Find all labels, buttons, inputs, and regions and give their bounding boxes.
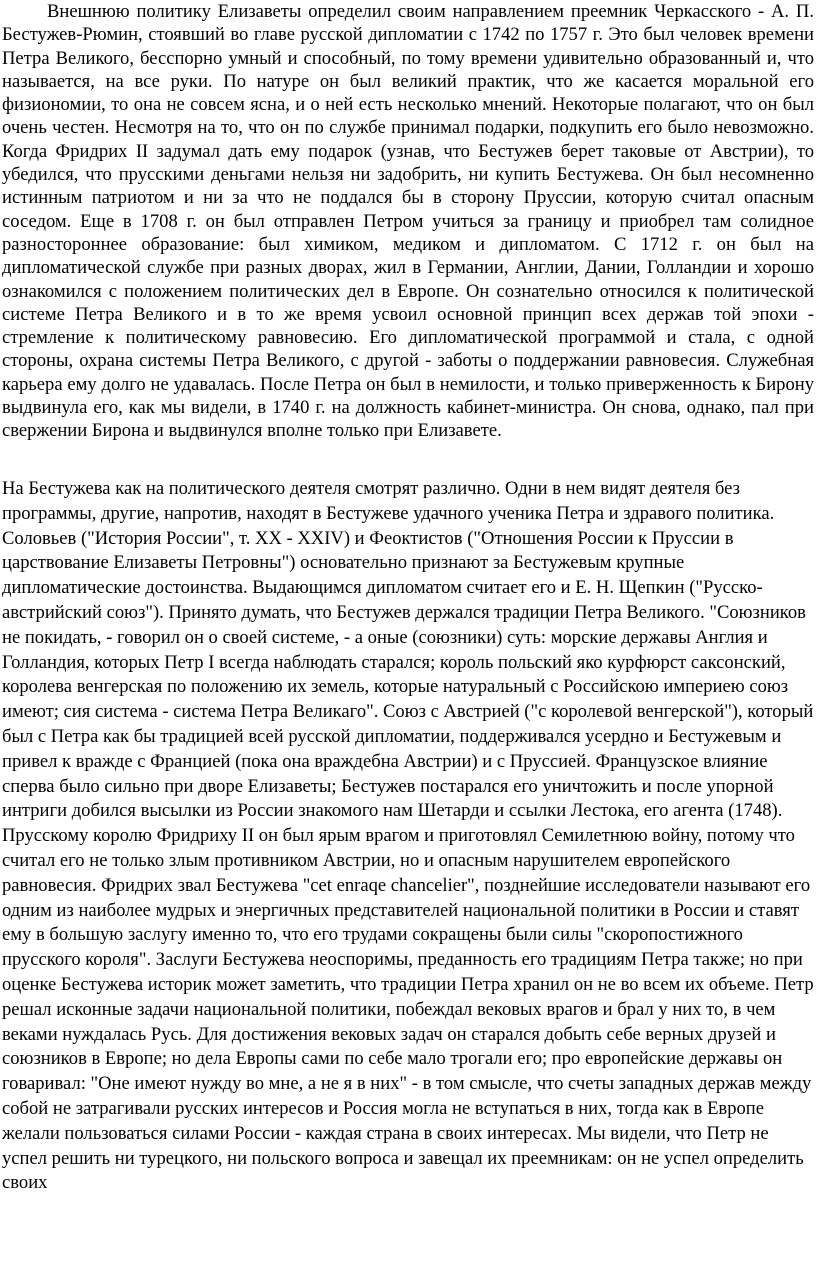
paragraph-bestuzhev-assessment: На Бестужева как на политического деятеля смотрят различно. Одни в нем видят деятеля без программы, другие, напротив, находят в Бестужеве удачного ученика Петра и здравого политика. Соловьев ("История России", т. XX - XXIV) и Феоктистов ("Отношения России к Пруссии в царствование Елизаветы Петровны") основательно признают за Бестужевым крупные дипломатические достоинства. Выдающимся дипломатом считает его и Е. Н. Щепкин ("Русско-австрийский союз"). Принято думать, что Бестужев держался традиции Петра Великого. "Союзников не покидать, - говорил он о своей системе, - а оные (союзники) суть: морские державы Англия и Голландия, которых Петр I всегда наблюдать старался; король польский яко курфюрст саксонский, королева венгерская по положению их земель, которые натуральный с Российскою империею союз имеют; сия система - система Петра Великаго". Союз с Австрией ("с королевой венгерской"), который был с Петра как бы традицией всей русской дипломатии, поддерживался усердно и Бестужевым и привел к вражде с Францией (пока она враждебна Австрии) и с Пруссией. Французское влияние сперва было сильно при дворе Елизаветы; Бестужев постарался его уничтожить и после упорной интриги добился высылки из России знакомого нам Шетарди и ссылки Лестока, его агента (1748). Прусскому королю Фридриху II он был ярым врагом и приготовлял Семилетнюю войну, потому что считал его не только злым противником Австрии, но и опасным нарушителем европейского равновесия. Фридрих звал Бестужева "cet enraqe chancelier", позднейшие исследователи называют его одним из наиболее мудрых и энергичных представителей национальной политики в России и ставят ему в большую заслугу именно то, что его трудами сокращены были силы "скоропостижного прусского короля". Заслуги Бестужева неоспоримы, преданность его традициям Петра также; но при оценке Бестужева историк может заметить, что традиции Петра хранил он не во всем их объеме. Петр решал исконные задачи национальной политики, побеждал вековых врагов и брал у них то, в чем веками нуждалась Русь. Для достижения вековых задач он старался добыть себе верных друзей и союзников в Европе; но дела Европы сами по себе мало трогали его; про европейские державы он говаривал: "Оне имеют нужду во мне, а не я в них" - в том смысле, что счеты западных держав между собой не затрагивали русских интересов и Россия могла не вступаться в них, тогда как в Европе желали пользоваться силами России - каждая страна в своих интересах. Мы видели, что Петр не успел решить ни турецкого, ни польского вопроса и завещал их преемникам: он не успел определить своих	[2, 478, 814, 1194]
paragraph-bestuzhev-biography: Внешнюю политику Елизаветы определил своим направлением преемник Черкасского - А. П. Бестужев-Рюмин, стоявший во главе русской дипломатии с 1742 по 1757 г. Это был человек времени Петра Великого, бесспорно умный и способный, по тому времени удивительно образованный и, что называется, на все руки. По натуре он был великий практик, что же касается моральной его физиономии, то она не совсем ясна, и о ней есть несколько мнений. Некоторые полагают, что он был очень честен. Несмотря на то, что он по службе принимал подарки, подкупить его было невозможно. Когда Фридрих II задумал дать ему подарок (узнав, что Бестужев берет таковые от Австрии), то убедился, что прусскими деньгами нельзя ни задобрить, ни купить Бестужева. Он был несомненно истинным патриотом и ни за что не поддался бы в сторону Пруссии, которую считал опасным соседом. Еще в 1708 г. он был отправлен Петром учиться за границу и приобрел там солидное разностороннее образование: был химиком, медиком и дипломатом. С 1712 г. он был на дипломатической службе при разных дворах, жил в Германии, Англии, Дании, Голландии и хорошо ознакомился с положением политических дел в Европе. Он сознательно относился к политической системе Петра Великого и в то же время усвоил основной принцип всех держав той эпохи - стремление к политическому равновесию. Его дипломатической программой и стала, с одной стороны, охрана системы Петра Великого, с другой - заботы о поддержании равновесия. Служебная карьера ему долго не удавалась. После Петра он был в немилости, и только приверженность к Бирону выдвинула его, как мы видели, в 1740 г. на должность кабинет-министра. Он снова, однако, пал при свержении Бирона и выдвинулся вполне только при Елизавете.	[2, 1, 814, 442]
